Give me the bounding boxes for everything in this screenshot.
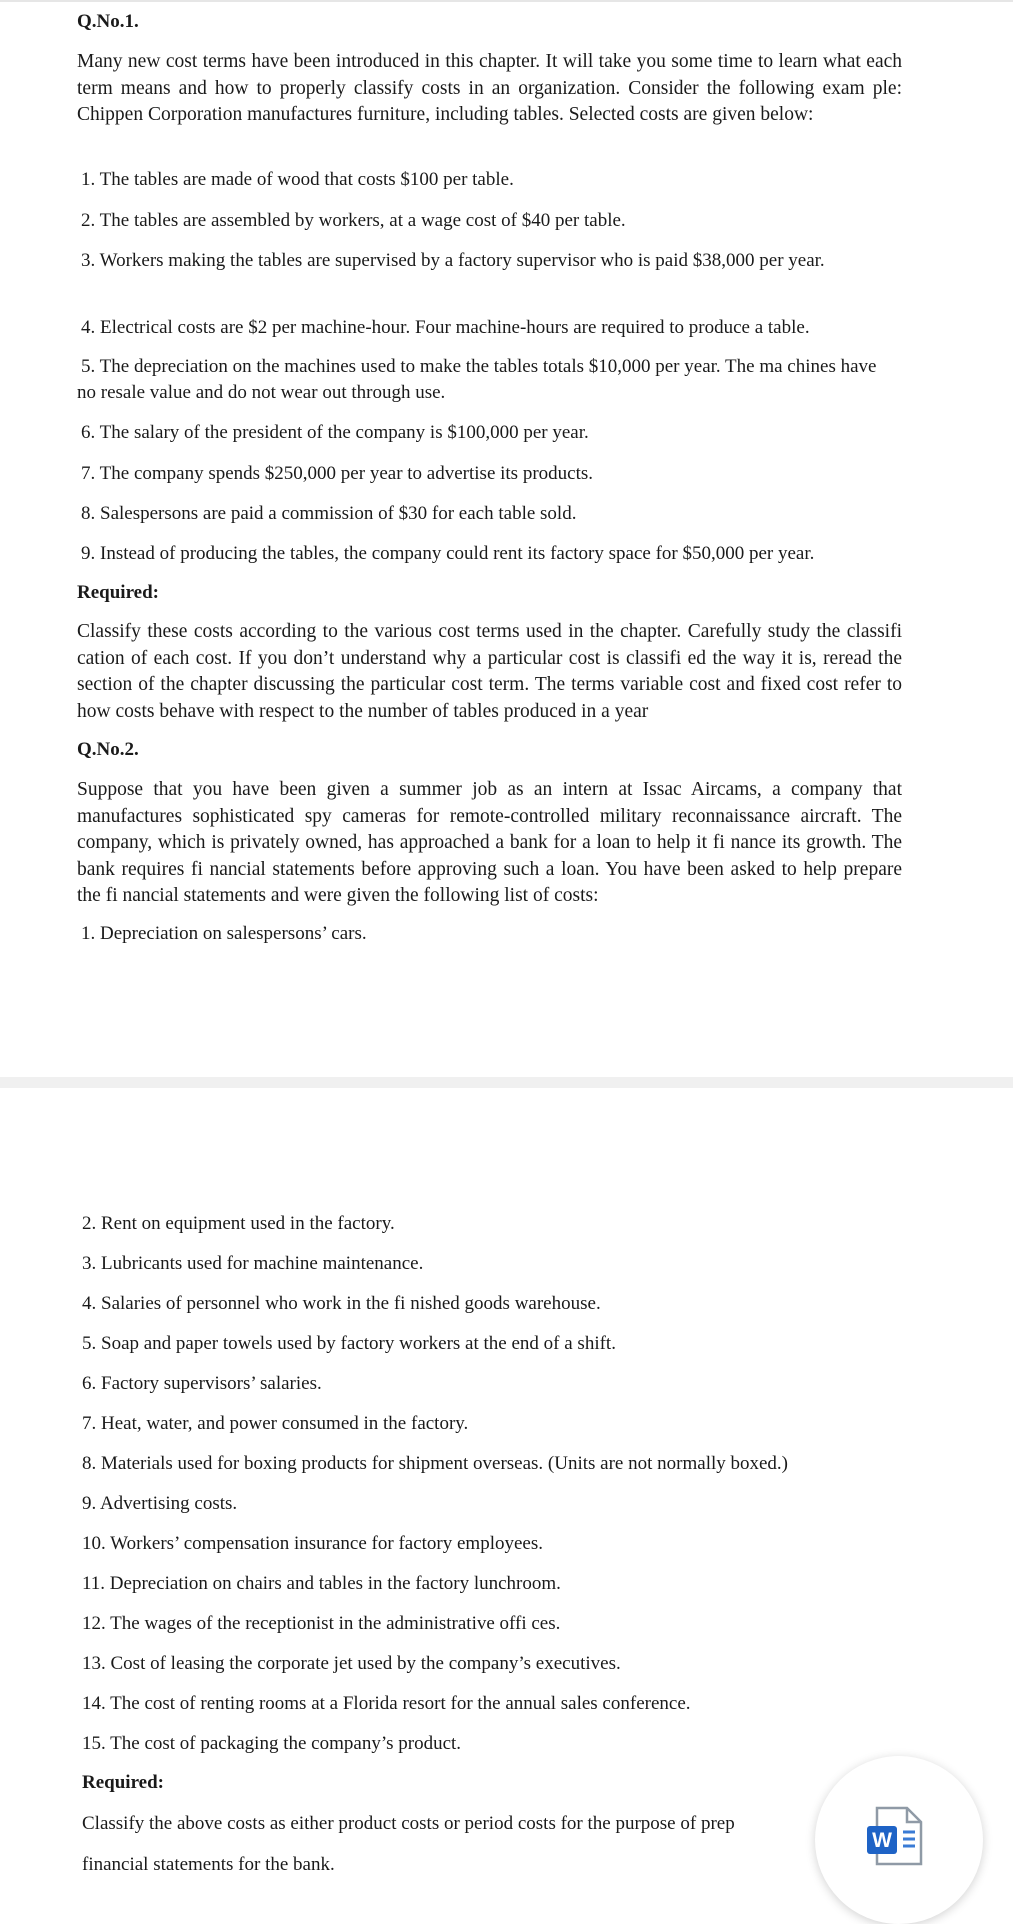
question-1-intro: Many new cost terms have been introduced in this chapter. It will take you some time to learn what each term means and how to properly classify costs in an organization. Consider the following exam ple: Chippen Corporation manufactures furniture, including tables. Selected costs are given below: bbox=[77, 51, 902, 125]
q1-item-8: 8. Salespersons are paid a commission of $30 for each table sold. bbox=[81, 503, 577, 524]
q2-item-13: 13. Cost of leasing the corporate jet used by the company’s executives. bbox=[82, 1653, 621, 1674]
q1-item-6: 6. The salary of the president of the company is $100,000 per year. bbox=[81, 422, 589, 443]
q2-required-text-line-1: Classify the above costs as either product costs or period costs for the purpose of prep bbox=[82, 1813, 735, 1834]
q1-item-7: 7. The company spends $250,000 per year to advertise its products. bbox=[81, 463, 594, 484]
q2-item-7: 7. Heat, water, and power consumed in the factory. bbox=[82, 1413, 469, 1434]
q2-item-15: 15. The cost of packaging the company’s product. bbox=[82, 1733, 462, 1754]
page-separator bbox=[0, 1077, 1013, 1088]
q2-item-2: 2. Rent on equipment used in the factory. bbox=[82, 1213, 395, 1234]
q2-item-9: 9. Advertising costs. bbox=[82, 1493, 238, 1514]
question-2-intro: Suppose that you have been given a summer job as an intern at Issac Aircams, a company that manufactures sophisticated spy cameras for remote-controlled military reconnaissance aircraft. The company, which is privately owned, has approached a bank for a loan to help it fi nance its growth. The bank requires fi nancial statements before approving such a loan. You have been asked to help prepare the fi nancial statements and were given the following list of costs: bbox=[77, 779, 902, 906]
q2-item-3: 3. Lubricants used for machine maintenance. bbox=[82, 1253, 424, 1274]
q2-item-6: 6. Factory supervisors’ salaries. bbox=[82, 1373, 322, 1394]
q2-item-11: 11. Depreciation on chairs and tables in the factory lunchroom. bbox=[82, 1573, 561, 1594]
q2-item-1: 1. Depreciation on salespersons’ cars. bbox=[81, 923, 367, 944]
q2-item-8: 8. Materials used for boxing products for shipment overseas. (Units are not normally boxed.) bbox=[82, 1453, 789, 1474]
q2-required-text-line-2: financial statements for the bank. bbox=[82, 1854, 335, 1875]
q2-item-14: 14. The cost of renting rooms at a Florida resort for the annual sales conference. bbox=[82, 1693, 691, 1714]
word-document-icon bbox=[863, 1802, 927, 1872]
q2-item-5: 5. Soap and paper towels used by factory workers at the end of a shift. bbox=[82, 1333, 616, 1354]
q1-item-2: 2. The tables are assembled by workers, at a wage cost of $40 per table. bbox=[81, 210, 626, 231]
q1-item-3: 3. Workers making the tables are supervised by a factory supervisor who is paid $38,000 per year. bbox=[81, 250, 825, 271]
word-icon-letter: W bbox=[872, 1829, 892, 1852]
question-1-title: Q.No.1. bbox=[77, 11, 139, 32]
q1-item-1: 1. The tables are made of wood that costs $100 per table. bbox=[81, 169, 514, 190]
q2-item-10: 10. Workers’ compensation insurance for factory employees. bbox=[82, 1533, 544, 1554]
q1-required-text: Classify these costs according to the various cost terms used in the chapter. Carefully study the classifi cation of each cost. If you don’t understand why a particular cost is classifi ed the way it is, reread the section of the chapter discussing the particular cost term. The terms variable cost and fixed cost refer to how costs behave with respect to the number of tables produced in a year bbox=[77, 621, 902, 722]
q1-required-heading: Required: bbox=[77, 582, 159, 603]
word-document-button[interactable] bbox=[815, 1756, 983, 1924]
q2-required-heading: Required: bbox=[82, 1772, 164, 1793]
q1-item-9: 9. Instead of producing the tables, the company could rent its factory space for $50,000 per year. bbox=[81, 543, 815, 564]
q2-item-12: 12. The wages of the receptionist in the administrative offi ces. bbox=[82, 1613, 561, 1634]
q1-item-5: 5. The depreciation on the machines used to make the tables totals $10,000 per year. The ma chines have no resale value and do not wear out through use. bbox=[77, 356, 877, 403]
q1-item-4: 4. Electrical costs are $2 per machine-hour. Four machine-hours are required to produce a table. bbox=[81, 317, 810, 338]
question-2-title: Q.No.2. bbox=[77, 739, 139, 760]
q2-item-4: 4. Salaries of personnel who work in the fi nished goods warehouse. bbox=[82, 1293, 601, 1314]
